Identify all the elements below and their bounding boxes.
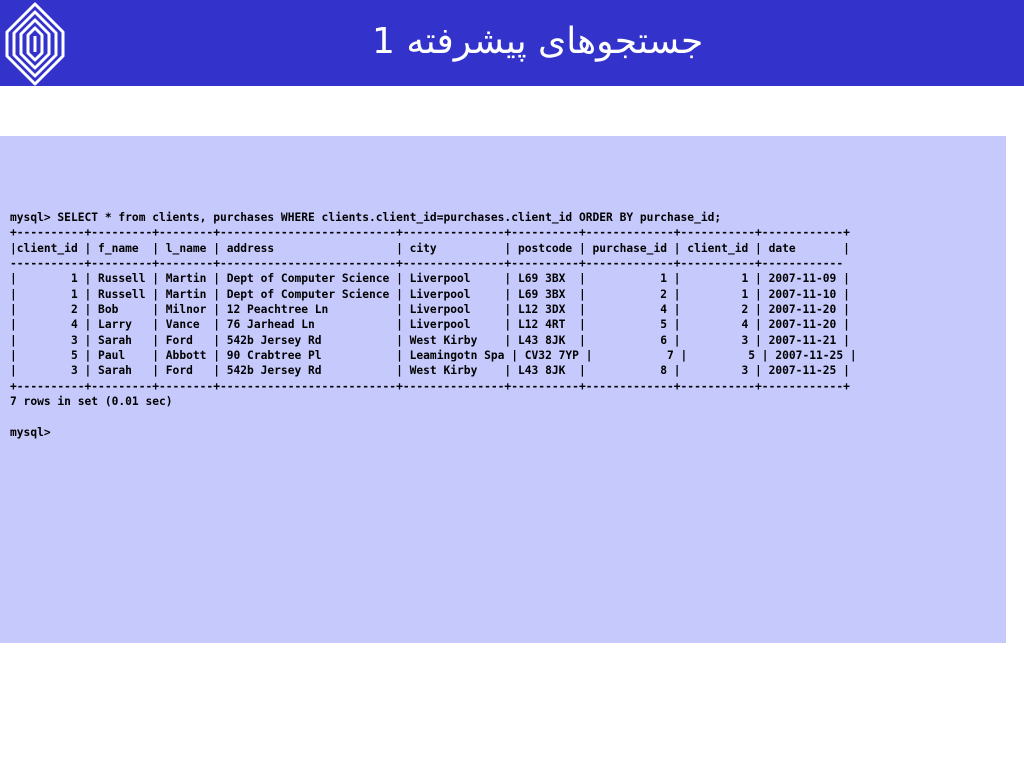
blank-line	[10, 409, 857, 424]
table-border-bottom: +----------+---------+--------+--------------------------+---------------+----------+-------------+-----------+------------+	[10, 379, 850, 393]
table-border-mid: -----------+---------+--------+--------------------------+---------------+----------+-------------+-----------+------------	[10, 257, 844, 271]
table-row: | 3 | Sarah | Ford | 542b Jersey Rd | West Kirby | L43 8JK | 6 | 3 | 2007-11-21 |	[10, 333, 850, 347]
table-row: | 2 | Bob | Milnor | 12 Peachtree Ln | Liverpool | L12 3DX | 4 | 2 | 2007-11-20 |	[10, 303, 850, 317]
university-logo-icon	[0, 0, 70, 86]
table-header-row: |client_id | f_name | l_name | address | city | postcode | purchase_id | client_id | date |	[10, 241, 850, 255]
result-summary: 7 rows in set (0.01 sec)	[10, 395, 173, 409]
table-row: | 5 | Paul | Abbott | 90 Crabtree Pl | Leamingotn Spa | CV32 7YP | 7 | 5 | 2007-11-25 |	[10, 349, 857, 363]
title-banner	[0, 0, 1024, 86]
mysql-console	[0, 136, 1006, 643]
slide-title: جستجوهای پیشرفته 1	[372, 21, 704, 62]
terminal-output	[10, 210, 857, 440]
final-prompt[interactable]: mysql>	[10, 425, 51, 439]
table-row: | 3 | Sarah | Ford | 542b Jersey Rd | West Kirby | L43 8JK | 8 | 3 | 2007-11-25 |	[10, 364, 850, 378]
command-line: mysql> SELECT * from clients, purchases WHERE clients.client_id=purchases.client_id ORDER BY purchase_id;	[10, 211, 722, 224]
table-border-top: +----------+---------+--------+--------------------------+---------------+----------+-------------+-----------+------------+	[10, 226, 850, 240]
table-row: | 4 | Larry | Vance | 76 Jarhead Ln | Liverpool | L12 4RT | 5 | 4 | 2007-11-20 |	[10, 318, 850, 332]
table-row: | 1 | Russell | Martin | Dept of Computer Science | Liverpool | L69 3BX | 1 | 1 | 2007-11-09 |	[10, 272, 850, 286]
table-row: | 1 | Russell | Martin | Dept of Computer Science | Liverpool | L69 3BX | 2 | 1 | 2007-11-10 |	[10, 287, 850, 301]
